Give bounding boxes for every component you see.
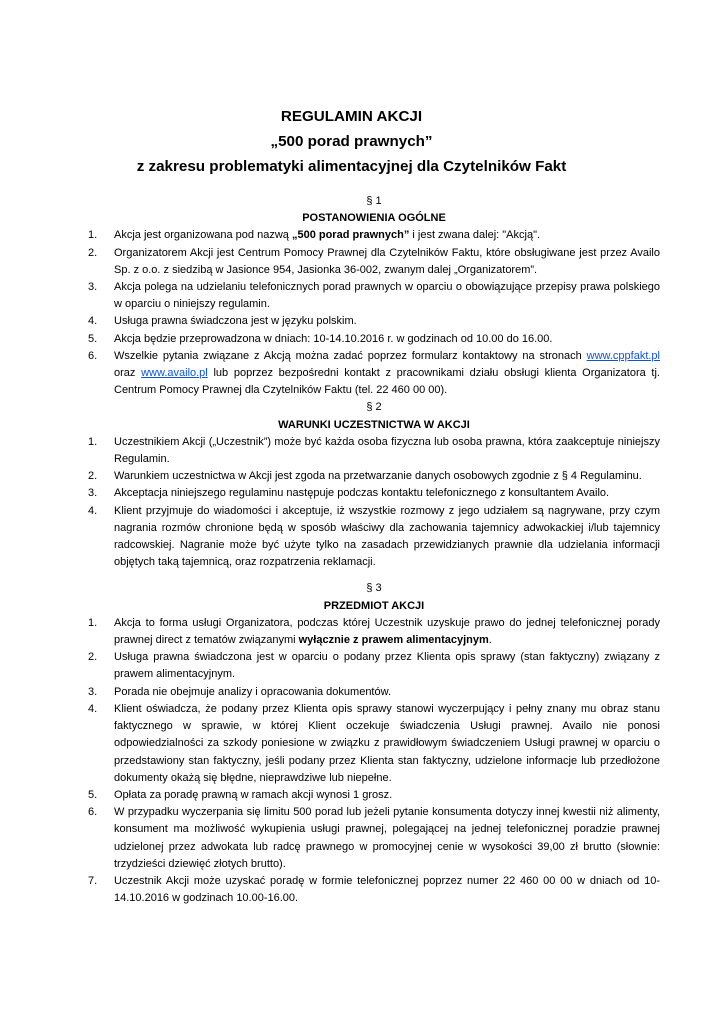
list-item: 1. Uczestnikiem Akcji („Uczestnik”) może być każda osoba fizyczna lub osoba prawna, która zaakceptuje niniejszy Regulamin.: [88, 435, 660, 466]
list-item: 1. Akcja jest organizowana pod nazwą „500 porad prawnych” i jest zwana dalej: "Akcją".: [88, 229, 541, 242]
section-1: [88, 193, 660, 399]
section-heading: PRZEDMIOT AKCJI: [323, 599, 425, 612]
title-line-2: „500 porad prawnych”: [270, 133, 433, 150]
section-spacer: [88, 571, 660, 580]
cppfakt-link[interactable]: www.cppfakt.pl: [586, 349, 660, 362]
list-item: 6. W przypadku wyczerpania się limitu 500 porad lub jeżeli pytanie konsumenta dotyczy innej kwestii niż alimenty, konsument ma możliwość wykupienia usługi prawnej, polegającej na jednej telefonicznej poradzie prawnej udzielonej przez adwokata lub radcę prawnego w promocyjnej cenie w wysokości 39,00 zł brutto (słownie: trzydzieści dziewięć złotych brutto).: [88, 806, 660, 870]
section-paragraph-sign: § 3: [366, 582, 382, 595]
list-item: 4. Klient przyjmuje do wiadomości i akceptuje, iż wszystkie rozmowy z jego udziałem są nagrywane, przy czym nagrania rozmów chronione będą w sposób właściwy dla zachowania tajemnicy adwokackiej i/lub tajemnicy radcowskiej. Nagranie może być użyte tylko na zasadach przewidzianych prawnie dla udzielania informacji objętych taką tajemnicą, oraz rozpatrzenia reklamacji.: [88, 504, 660, 569]
list-item: 1. Akcja to forma usługi Organizatora, podczas której Uczestnik uzyskuje prawo do jednej telefonicznej porady prawnej direct z tematów związanymi wyłącznie z prawem alimentacyjnym.: [88, 616, 660, 647]
list-item: 2. Warunkiem uczestnictwa w Akcji jest zgoda na przetwarzanie danych osobowych zgodnie z § 4 Regulaminu.: [88, 470, 642, 483]
document-title: [0, 104, 703, 179]
regulation-body: [88, 193, 660, 907]
list-item: 3. Akceptacja niniejszego regulaminu następuje podczas kontaktu telefonicznego z konsultantem Availo.: [88, 487, 610, 500]
title-line-1: REGULAMIN AKCJI: [280, 108, 423, 125]
list-item: 4. Usługa prawna świadczona jest w języku polskim.: [88, 315, 357, 328]
event-name: „500 porad prawnych”: [291, 229, 410, 242]
list-item: 5. Opłata za poradę prawną w ramach akcji wynosi 1 grosz.: [88, 788, 393, 801]
section-heading: POSTANOWIENIA OGÓLNE: [302, 212, 446, 225]
section-paragraph-sign: § 1: [366, 195, 382, 207]
list-item: 5. Akcja będzie przeprowadzona w dniach: 10-14.10.2016 r. w godzinach od 10.00 do 16.00.: [88, 332, 553, 345]
section-2: [88, 399, 660, 571]
list-item: 7. Uczestnik Akcji może uzyskać poradę w formie telefonicznej poprzez numer 22 460 00 00 w dniach od 10-14.10.2016 w godzinach 10.00-16.00.: [88, 874, 660, 905]
title-line-3: z zakresu problematyki alimentacyjnej dla Czytelników Fakt: [136, 158, 567, 175]
list-item: 2. Usługa prawna świadczona jest w oparciu o podany przez Klienta opis sprawy (stan faktyczny) związany z prawem alimentacyjnym.: [88, 651, 660, 681]
list-item: 3. Porada nie obejmuje analizy i opracowania dokumentów.: [88, 685, 392, 698]
list-item: 4. Klient oświadcza, że podany przez Klienta opis sprawy stanowi wyczerpujący i pełny znany mu obraz stanu faktycznego w sprawie, w której Klient oczekuje świadczenia Usługi prawnej. Availo nie ponosi odpowiedzialności za szkody poniesione w związku z prawidłowym świadczeniem Usługi prawnej w oparciu o przedstawiony stan faktyczny, jeśli podany przez Klienta stan faktyczny, udzielone informacje lub przedłożone dokumenty okażą się błędne, nieprawdziwe lub niepełne.: [88, 702, 660, 784]
section-list: [88, 227, 660, 399]
section-3: [88, 580, 660, 907]
emphasis-text: wyłącznie z prawem alimentacyjnym: [298, 634, 489, 647]
section-list: [88, 434, 660, 572]
list-item: 3. Akcja polega na udzielaniu telefonicznych porad prawnych w oparciu o obowiązujące przepisy prawa polskiego w oparciu o niniejszy regulamin.: [88, 281, 660, 311]
list-item: 2. Organizatorem Akcji jest Centrum Pomocy Prawnej dla Czytelników Faktu, które obsługiwane jest przez Availo Sp. z o.o. z siedzibą w Jasionce 954, Jasionka 36-002, zwanym dalej „Organizatorem”.: [88, 246, 660, 276]
section-paragraph-sign: § 2: [366, 401, 382, 414]
list-item: 6. Wszelkie pytania związane z Akcją można zadać poprzez formularz kontaktowy na stronach www.cppfakt.pl oraz www.availo.pl lub poprzez bezpośredni kontakt z pracownikami działu obsługi klienta Organizatora tj. Centrum Pomocy Prawnej dla Czytelników Faktu (tel. 22 460 00 00).: [88, 349, 660, 397]
availo-link[interactable]: www.availo.pl: [141, 367, 208, 380]
section-list: [88, 615, 660, 907]
section-heading: WARUNKI UCZESTNICTWA W AKCJI: [278, 418, 470, 431]
